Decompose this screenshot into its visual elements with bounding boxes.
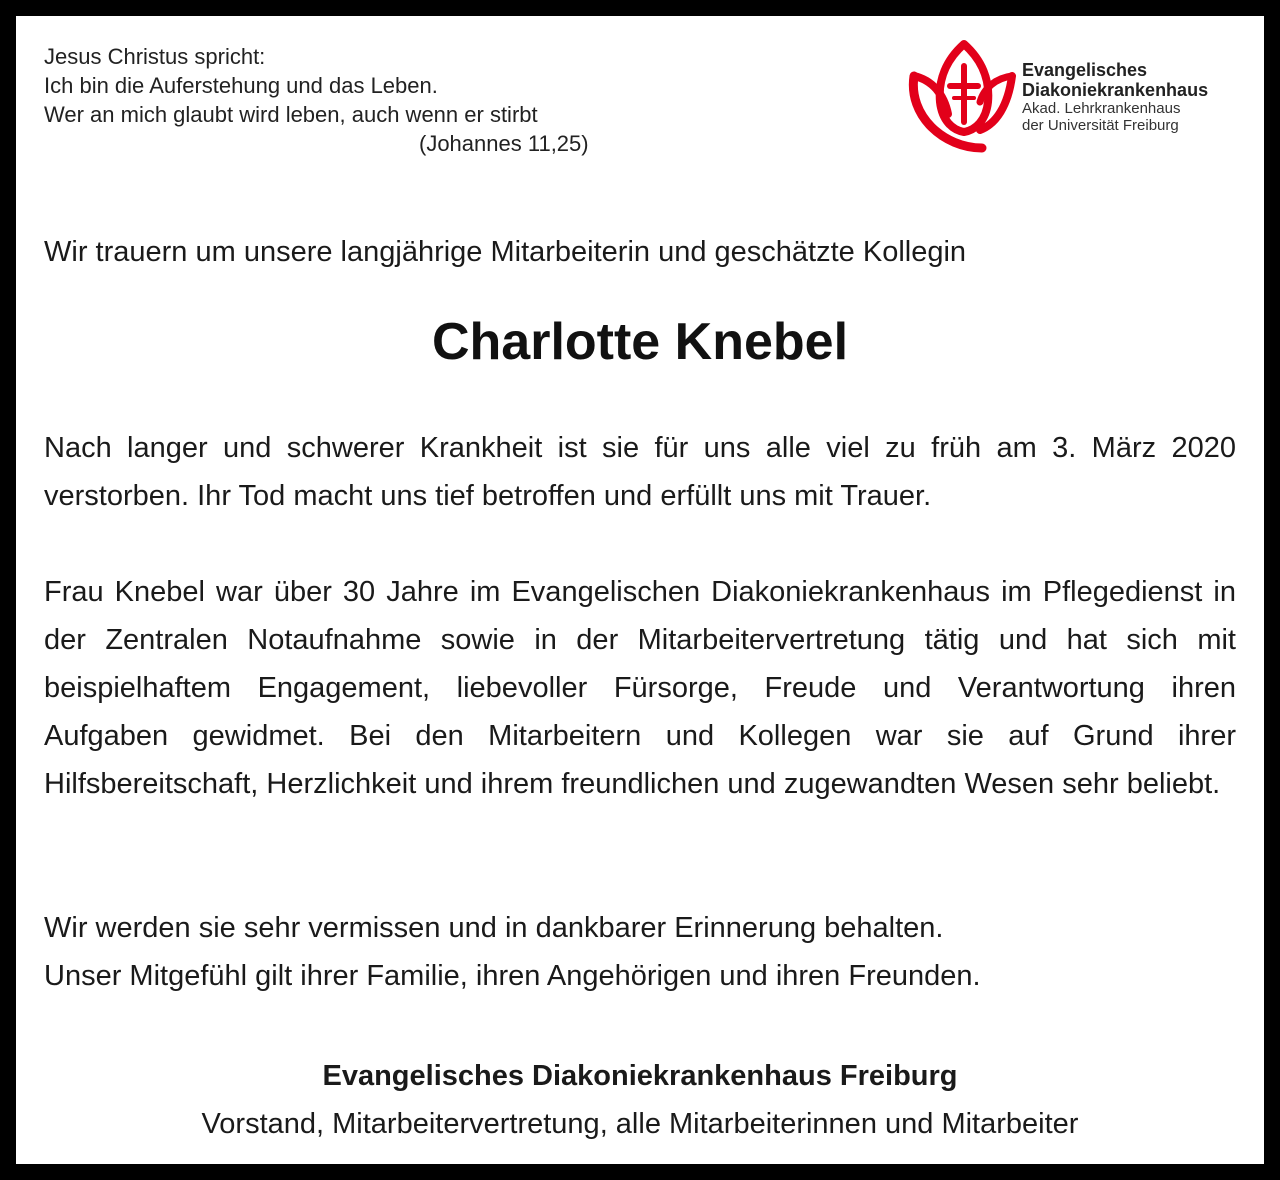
paragraph-remembrance [44, 904, 1236, 1000]
hospital-logo [904, 36, 1244, 156]
tulip-cross-emblem-icon [904, 36, 1024, 156]
bible-verse [44, 42, 589, 158]
verse-line: Wer an mich glaubt wird leben, auch wenn er stirbt [44, 102, 538, 127]
signature-organization: Evangelisches Diakoniekrankenhaus Freiburg [322, 1060, 958, 1092]
verse-line: Jesus Christus spricht: [44, 44, 266, 69]
logo-name-line: Evangelisches [1022, 60, 1148, 80]
logo-subtitle-line: der Universität Freiburg [1022, 117, 1179, 134]
verse-reference: (Johannes 11,25) [419, 131, 589, 156]
paragraph-death-notice: Nach langer und schwerer Krankheit ist sie für uns alle viel zu früh am 3. März 2020 verstorben. Ihr Tod macht uns tief betroffen und erfüllt uns mit Trauer. [44, 432, 1236, 512]
condolence-line: Unser Mitgefühl gilt ihrer Familie, ihren Angehörigen und ihren Freunden. [44, 960, 981, 992]
deceased-name: Charlotte Knebel [431, 313, 849, 371]
signature-block [16, 1052, 1264, 1148]
verse-line: Ich bin die Auferstehung und das Leben. [44, 73, 438, 98]
intro-text: Wir trauern um unsere langjährige Mitarbeiterin und geschätzte Kollegin [44, 236, 967, 268]
obituary-notice [16, 16, 1264, 1164]
logo-text [1022, 60, 1208, 134]
signature-signatories: Vorstand, Mitarbeitervertretung, alle Mitarbeiterinnen und Mitarbeiter [201, 1108, 1079, 1140]
paragraph-career: Frau Knebel war über 30 Jahre im Evangelischen Diakoniekrankenhaus im Pflegedienst in der Zentralen Notaufnahme sowie in der Mitarbeitervertretung tätig und hat sich mit beispielhaftem Engagement, liebevoller Fürsorge, Freude und Verantwortung ihren Aufgaben gewidmet. Bei den Mitarbeitern und Kollegen war sie auf Grund ihrer Hilfsbereitschaft, Herzlichkeit und ihrem freundlichen und zugewandten Wesen sehr beliebt. [44, 576, 1236, 800]
logo-name-line: Diakoniekrankenhaus [1022, 80, 1209, 100]
logo-subtitle-line: Akad. Lehrkrankenhaus [1022, 100, 1181, 117]
remembrance-line: Wir werden sie sehr vermissen und in dankbarer Erinnerung behalten. [44, 912, 944, 944]
